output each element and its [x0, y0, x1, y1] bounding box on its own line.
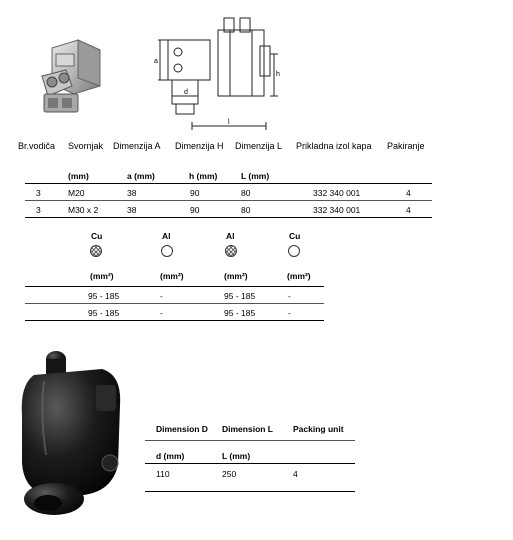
- dim-label-l: l: [228, 119, 230, 126]
- header-dimenzija-a: Dimenzija A: [113, 141, 161, 151]
- header-pakiranje: Pakiranje: [387, 141, 425, 151]
- cell-d: 110: [156, 469, 170, 479]
- cell-pack: 4: [406, 188, 411, 198]
- unit-mm: (mm): [68, 171, 89, 181]
- unit-l-mm: L (mm): [222, 451, 251, 461]
- header-dimension-l: Dimension L: [222, 424, 274, 434]
- header-dimenzija-l: Dimenzija L: [235, 141, 283, 151]
- cell-a: 38: [127, 188, 137, 198]
- dim-label-h: h: [276, 71, 280, 78]
- cell-pack: 4: [406, 205, 411, 215]
- table2-top-rule: [25, 286, 324, 287]
- header-br-vodica: Br.vodiča: [18, 141, 56, 151]
- unit-mm2-1: (mm²): [90, 271, 114, 281]
- stranded-conductor-icon: [90, 245, 102, 257]
- cell-pack: 4: [293, 469, 298, 479]
- table1-row-rule: [25, 200, 432, 201]
- cell-range: -: [160, 291, 163, 301]
- table2-row-rule: [25, 303, 324, 304]
- unit-l-mm: L (mm): [241, 171, 270, 181]
- cell-range: 95 - 185: [88, 291, 120, 301]
- cell-a: 38: [127, 205, 137, 215]
- header-dimenzija-h: Dimenzija H: [175, 141, 224, 151]
- cell-conductors: 3: [36, 188, 41, 198]
- unit-d-mm: d (mm): [156, 451, 185, 461]
- cell-cap: 332 340 001: [313, 188, 361, 198]
- cell-range: 95 - 185: [224, 308, 256, 318]
- cell-conductors: 3: [36, 205, 41, 215]
- dim-label-d: d: [184, 89, 188, 96]
- material-al-2: Al: [226, 231, 235, 241]
- table1-top-rule: [25, 183, 432, 184]
- unit-mm2-3: (mm²): [224, 271, 248, 281]
- solid-conductor-icon: [288, 245, 300, 257]
- table3-header-rule: [145, 440, 355, 441]
- cell-range: -: [288, 291, 291, 301]
- cell-bolt: M30 x 2: [68, 205, 99, 215]
- cell-cap: 332 340 001: [313, 205, 361, 215]
- cell-h: 90: [190, 205, 200, 215]
- table2-bottom-rule: [25, 320, 324, 321]
- cell-range: 95 - 185: [224, 291, 256, 301]
- material-cu-2: Cu: [289, 231, 301, 241]
- cell-range: -: [288, 308, 291, 318]
- header-svornjak: Svornjak: [68, 141, 104, 151]
- material-cu-1: Cu: [91, 231, 103, 241]
- stranded-conductor-icon: [225, 245, 237, 257]
- solid-conductor-icon: [161, 245, 173, 257]
- unit-a-mm: a (mm): [127, 171, 155, 181]
- table3-top-rule: [145, 463, 355, 464]
- clamp-photo: [30, 38, 110, 120]
- cell-range: -: [160, 308, 163, 318]
- unit-mm2-4: (mm²): [287, 271, 311, 281]
- unit-mm2-2: (mm²): [160, 271, 184, 281]
- table1-bottom-rule: [25, 217, 432, 218]
- cell-l: 80: [241, 205, 251, 215]
- insulating-cap-photo: [14, 345, 136, 523]
- header-packing-unit: Packing unit: [293, 424, 344, 434]
- table3-bottom-rule: [145, 491, 355, 492]
- technical-drawing: [148, 10, 288, 132]
- cell-l: 250: [222, 469, 237, 479]
- cell-h: 90: [190, 188, 200, 198]
- header-izol-kapa: Prikladna izol kapa: [296, 141, 372, 151]
- cell-l: 80: [241, 188, 251, 198]
- dim-label-a: a: [154, 58, 158, 65]
- unit-h-mm: h (mm): [189, 171, 218, 181]
- cell-bolt: M20: [68, 188, 85, 198]
- material-al-1: Al: [162, 231, 171, 241]
- header-dimension-d: Dimension D: [156, 424, 208, 434]
- cell-range: 95 - 185: [88, 308, 120, 318]
